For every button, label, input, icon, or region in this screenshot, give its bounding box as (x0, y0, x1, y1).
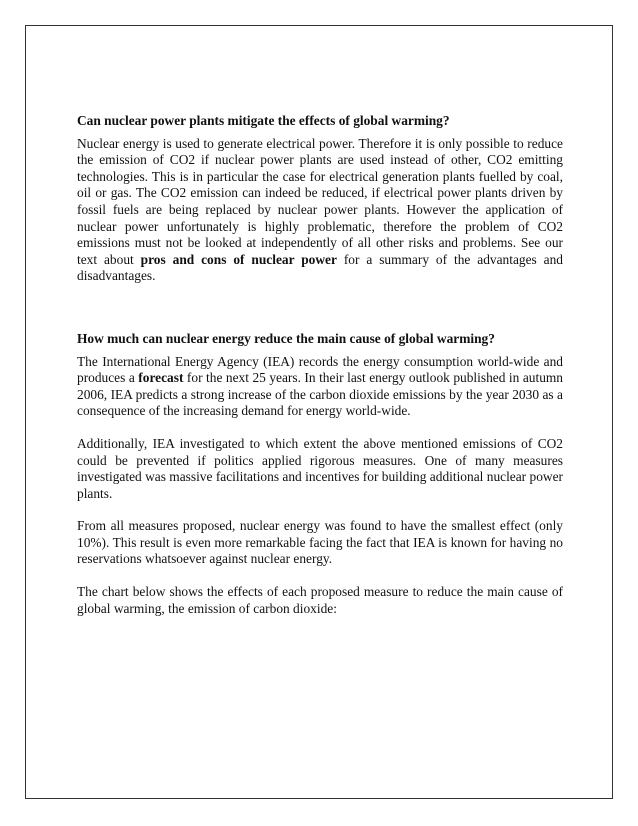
section2-paragraph-1 (77, 354, 563, 420)
section2-p1-before: The International Energy Agency (IEA) records the energy consumption world-wide and produces a (77, 353, 563, 386)
section2-paragraph-2: Additionally, IEA investigated to which extent the above mentioned emissions of CO2 could be prevented if politics applied rigorous measures. One of many measures investigated was massive facilitations and incentives for building additional nuclear power plants. (77, 435, 563, 501)
document-body (77, 113, 563, 617)
forecast-link[interactable]: forecast (138, 370, 184, 386)
section1-text-after: for a summary of the advantages and disadvantages. (77, 251, 563, 284)
section2-paragraph-4: The chart below shows the effects of each proposed measure to reduce the main cause of global warming, the emission of carbon dioxide: (77, 584, 563, 616)
section1-paragraph (77, 136, 563, 285)
section2-paragraph-3: From all measures proposed, nuclear energy was found to have the smallest effect (only 10%). This result is even more remarkable facing the fact that IEA is known for having no reservations whatsoever against nuclear energy. (77, 518, 563, 567)
pros-cons-link[interactable]: pros and cons of nuclear power (140, 251, 337, 267)
section1-heading: Can nuclear power plants mitigate the effects of global warming? (77, 113, 450, 128)
section2-heading: How much can nuclear energy reduce the main cause of global warming? (77, 330, 495, 346)
section1-text-before: Nuclear energy is used to generate electrical power. Therefore it is only possible to reduce the emission of CO2 if nuclear power plants are used instead of other, CO2 emitting technologies. This is in particular the case for electrical generation plants fuelled by coal, oil or gas. The CO2 emission can indeed be reduced, if electrical power plants driven by fossil fuels are being replaced by nuclear power plants. However the application of nuclear power unfortunately is highly problematic, therefore the problem of CO2 emissions must not be looked at independently of all other risks and problems. See our text about (77, 135, 563, 267)
section2-p1-after: for the next 25 years. In their last energy outlook published in autumn 2006, IEA predicts a strong increase of the carbon dioxide emissions by the year 2030 as a consequence of the increasing demand for energy world-wide. (77, 370, 563, 419)
